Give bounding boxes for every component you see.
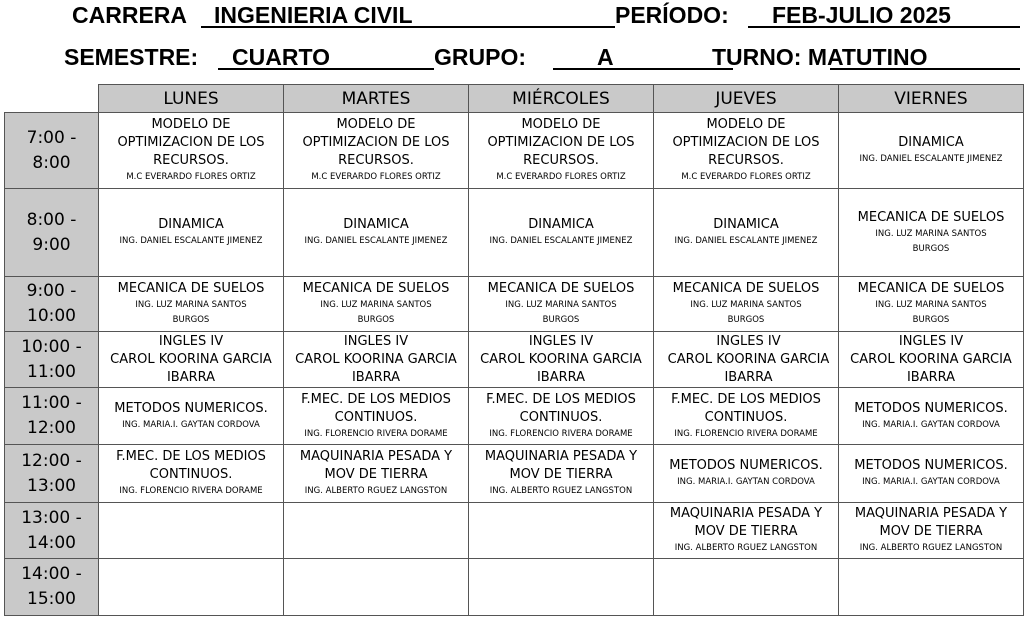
professor-name: ING. MARIA.I. GAYTAN CORDOVA: [122, 419, 260, 430]
class-cell: [284, 277, 469, 332]
periodo-value: FEB-JULIO 2025: [772, 2, 951, 28]
professor-name: ING. LUZ MARINA SANTOS: [875, 228, 987, 239]
time-slot-cell: [5, 277, 99, 332]
carrera-label: CARRERA: [72, 2, 187, 28]
time-slot-cell: [5, 332, 99, 388]
subject-name: MAQUINARIA PESADA Y: [484, 449, 638, 464]
professor-name: ING. MARIA.I. GAYTAN CORDOVA: [862, 477, 1000, 487]
professor-name: ING. MARIA.I. GAYTAN CORDOVA: [677, 477, 815, 487]
class-cell: [99, 445, 284, 503]
professor-name: BURGOS: [172, 315, 210, 325]
schedule-table: [4, 84, 1024, 616]
class-cell: [654, 277, 839, 332]
subject-name: RECURSOS.: [153, 153, 229, 168]
professor-name: ING. FLORENCIO RIVERA DORAME: [119, 486, 263, 496]
subject-name: MOV DE TIERRA: [509, 467, 613, 482]
grupo-underline: [553, 68, 733, 70]
grupo-value: A: [597, 44, 614, 70]
subject-name: RECURSOS.: [338, 153, 414, 168]
time-slot-label: 15:00: [27, 589, 76, 609]
professor-name: ING. DANIEL ESCALANTE JIMENEZ: [674, 236, 818, 246]
time-slot-cell: [5, 388, 99, 445]
time-slot-cell: [5, 113, 99, 189]
class-cell: [99, 503, 284, 559]
time-slot-cell: [5, 189, 99, 277]
professor-name: IBARRA: [724, 369, 773, 385]
subject-name: F.MEC. DE LOS MEDIOS: [671, 391, 821, 407]
time-slot-row: [5, 113, 1024, 189]
subject-name: MODELO DE: [521, 117, 601, 132]
professor-name: BURGOS: [357, 315, 395, 325]
time-slot-label: 10:00 -: [21, 336, 82, 357]
professor-name: BURGOS: [727, 315, 765, 325]
time-slot-label: 8:00: [32, 152, 71, 173]
professor-name: ING. ALBERTO RGUEZ LANGSTON: [859, 543, 1003, 553]
class-cell: [469, 445, 654, 503]
subject-name: F.MEC. DE LOS MEDIOS: [116, 449, 266, 464]
time-slot-label: 14:00: [27, 532, 76, 553]
class-cell: [469, 503, 654, 559]
class-cell: [839, 113, 1024, 189]
time-slot-label: 8:00 -: [26, 209, 77, 230]
subject-name: CONTINUOS.: [704, 409, 788, 425]
class-cell: [839, 559, 1024, 616]
class-cell: [839, 189, 1024, 277]
professor-name: ING. DANIEL ESCALANTE JIMENEZ: [304, 236, 448, 246]
time-slot-label: 10:00: [27, 306, 76, 326]
subject-name: METODOS NUMERICOS.: [669, 458, 823, 473]
semestre-value: CUARTO: [232, 44, 330, 70]
time-slot-label: 11:00: [27, 361, 76, 382]
subject-name: INGLES IV: [898, 333, 964, 349]
subject-name: MODELO DE: [706, 117, 786, 132]
semestre-label: SEMESTRE:: [64, 44, 199, 70]
class-cell: [284, 503, 469, 559]
subject-name: MOV DE TIERRA: [879, 524, 983, 539]
subject-name: CONTINUOS.: [334, 409, 418, 425]
professor-name: ING. ALBERTO RGUEZ LANGSTON: [489, 486, 633, 496]
time-slot-label: 7:00 -: [26, 127, 77, 148]
class-cell: [654, 445, 839, 503]
subject-name: DINAMICA: [898, 135, 964, 150]
professor-name: CAROL KOORINA GARCIA: [850, 351, 1012, 367]
subject-name: INGLES IV: [716, 333, 781, 349]
class-cell: [839, 503, 1024, 559]
professor-name: BURGOS: [542, 315, 580, 325]
subject-name: OPTIMIZACION DE LOS: [672, 135, 820, 150]
professor-name: BURGOS: [912, 243, 950, 254]
class-cell: [839, 388, 1024, 445]
time-slot-label: 9:00: [32, 234, 71, 255]
subject-name: MOV DE TIERRA: [324, 467, 428, 482]
subject-name: METODOS NUMERICOS.: [114, 400, 268, 416]
subject-name: OPTIMIZACION DE LOS: [117, 135, 265, 150]
header-line-1: [0, 0, 1024, 32]
time-slot-row: [5, 445, 1024, 503]
subject-name: MAQUINARIA PESADA Y: [854, 506, 1008, 521]
time-slot-row: [5, 503, 1024, 559]
subject-name: DINAMICA: [528, 217, 594, 232]
professor-name: ING. LUZ MARINA SANTOS: [505, 300, 617, 310]
class-cell: [99, 332, 284, 388]
day-header: LUNES: [99, 85, 284, 113]
professor-name: CAROL KOORINA GARCIA: [480, 351, 642, 367]
subject-name: MECANICA DE SUELOS: [857, 209, 1005, 225]
subject-name: OPTIMIZACION DE LOS: [487, 135, 635, 150]
time-slot-label: 12:00: [27, 418, 76, 438]
subject-name: RECURSOS.: [708, 153, 784, 168]
professor-name: M.C EVERARDO FLORES ORTIZ: [681, 172, 811, 182]
subject-name: CONTINUOS.: [519, 409, 603, 425]
class-cell: [284, 189, 469, 277]
schedule-body: [5, 113, 1024, 616]
class-cell: [654, 503, 839, 559]
class-cell: [284, 332, 469, 388]
class-cell: [654, 559, 839, 616]
corner-cell: [5, 85, 99, 113]
time-slot-label: 13:00: [27, 475, 76, 496]
time-slot-row: [5, 189, 1024, 277]
professor-name: ING. FLORENCIO RIVERA DORAME: [304, 428, 448, 439]
subject-name: MECANICA DE SUELOS: [487, 281, 635, 296]
time-slot-cell: [5, 503, 99, 559]
professor-name: M.C EVERARDO FLORES ORTIZ: [311, 172, 441, 182]
subject-name: RECURSOS.: [523, 153, 599, 168]
time-slot-label: 12:00 -: [21, 450, 82, 471]
class-cell: [99, 388, 284, 445]
subject-name: MODELO DE: [151, 117, 231, 132]
professor-name: IBARRA: [906, 369, 956, 385]
class-cell: [839, 332, 1024, 388]
subject-name: F.MEC. DE LOS MEDIOS: [486, 391, 636, 407]
subject-name: INGLES IV: [528, 333, 594, 349]
class-cell: [469, 189, 654, 277]
class-cell: [469, 559, 654, 616]
professor-name: ING. LUZ MARINA SANTOS: [875, 300, 987, 310]
time-slot-label: 9:00 -: [26, 281, 77, 301]
class-cell: [839, 277, 1024, 332]
day-header: JUEVES: [654, 85, 839, 113]
professor-name: IBARRA: [166, 369, 216, 385]
subject-name: MECANICA DE SUELOS: [672, 281, 820, 296]
subject-name: MODELO DE: [336, 117, 416, 132]
class-cell: [99, 559, 284, 616]
class-cell: [839, 445, 1024, 503]
professor-name: M.C EVERARDO FLORES ORTIZ: [496, 172, 626, 182]
time-slot-cell: [5, 559, 99, 616]
subject-name: MECANICA DE SUELOS: [302, 281, 450, 296]
class-cell: [284, 559, 469, 616]
professor-name: ING. LUZ MARINA SANTOS: [690, 300, 802, 310]
subject-name: MAQUINARIA PESADA Y: [299, 449, 453, 464]
professor-name: ING. DANIEL ESCALANTE JIMENEZ: [489, 236, 633, 246]
class-cell: [284, 113, 469, 189]
class-cell: [99, 189, 284, 277]
professor-name: CAROL KOORINA GARCIA: [295, 351, 457, 367]
subject-name: DINAMICA: [158, 217, 224, 232]
subject-name: OPTIMIZACION DE LOS: [302, 135, 450, 150]
class-cell: [654, 332, 839, 388]
subject-name: METODOS NUMERICOS.: [854, 400, 1008, 416]
carrera-value: INGENIERIA CIVIL: [214, 2, 413, 28]
class-cell: [469, 388, 654, 445]
subject-name: MAQUINARIA PESADA Y: [669, 506, 823, 521]
class-cell: [654, 113, 839, 189]
professor-name: CAROL KOORINA GARCIA: [110, 351, 272, 367]
professor-name: ING. MARIA.I. GAYTAN CORDOVA: [862, 419, 1000, 430]
class-cell: [99, 113, 284, 189]
subject-name: INGLES IV: [343, 333, 409, 349]
subject-name: METODOS NUMERICOS.: [854, 458, 1008, 473]
subject-name: MECANICA DE SUELOS: [117, 281, 265, 296]
day-header: VIERNES: [839, 85, 1024, 113]
time-slot-label: 14:00 -: [21, 564, 82, 584]
professor-name: ING. FLORENCIO RIVERA DORAME: [489, 428, 633, 439]
class-cell: [469, 277, 654, 332]
professor-name: ING. FLORENCIO RIVERA DORAME: [674, 428, 818, 439]
time-slot-label: 13:00 -: [21, 507, 82, 528]
professor-name: M.C EVERARDO FLORES ORTIZ: [126, 172, 256, 182]
time-slot-row: [5, 559, 1024, 616]
professor-name: CAROL KOORINA GARCIA: [667, 351, 830, 367]
periodo-label: PERÍODO:: [615, 2, 729, 28]
day-header: MARTES: [284, 85, 469, 113]
professor-name: ING. DANIEL ESCALANTE JIMENEZ: [119, 236, 263, 246]
professor-name: IBARRA: [351, 369, 401, 385]
class-cell: [654, 388, 839, 445]
turno-label: TURNO: MATUTINO: [712, 44, 928, 70]
professor-name: BURGOS: [912, 315, 950, 325]
time-slot-label: 11:00 -: [21, 393, 82, 413]
time-slot-row: [5, 277, 1024, 332]
time-slot-row: [5, 388, 1024, 445]
professor-name: ING. DANIEL ESCALANTE JIMENEZ: [859, 154, 1003, 164]
subject-name: MOV DE TIERRA: [694, 524, 798, 539]
subject-name: CONTINUOS.: [149, 467, 233, 482]
professor-name: ING. LUZ MARINA SANTOS: [135, 300, 247, 310]
subject-name: DINAMICA: [343, 217, 409, 232]
class-cell: [469, 113, 654, 189]
subject-name: INGLES IV: [158, 333, 224, 349]
time-slot-cell: [5, 445, 99, 503]
day-header-row: [5, 85, 1024, 113]
class-cell: [654, 189, 839, 277]
time-slot-row: [5, 332, 1024, 388]
subject-name: MECANICA DE SUELOS: [857, 281, 1005, 296]
professor-name: ING. ALBERTO RGUEZ LANGSTON: [674, 543, 818, 553]
class-cell: [284, 388, 469, 445]
class-cell: [284, 445, 469, 503]
subject-name: F.MEC. DE LOS MEDIOS: [301, 391, 451, 407]
professor-name: ING. ALBERTO RGUEZ LANGSTON: [304, 486, 448, 496]
grupo-label: GRUPO:: [434, 44, 526, 70]
class-cell: [469, 332, 654, 388]
professor-name: ING. LUZ MARINA SANTOS: [320, 300, 432, 310]
class-cell: [99, 277, 284, 332]
professor-name: IBARRA: [536, 369, 586, 385]
header-line-2: [0, 42, 1024, 74]
subject-name: DINAMICA: [713, 217, 779, 232]
day-header: MIÉRCOLES: [469, 85, 654, 113]
